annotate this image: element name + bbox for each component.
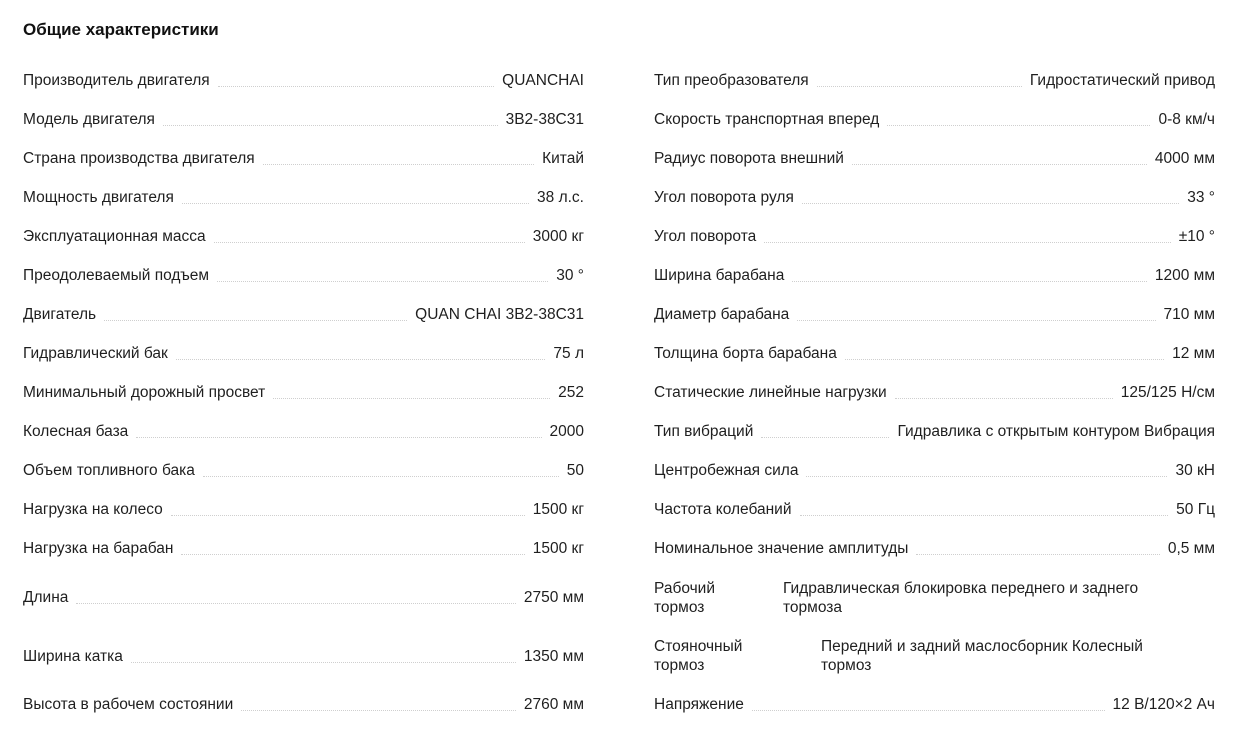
dotted-leader [792, 281, 1147, 282]
dotted-leader [800, 515, 1169, 516]
dotted-leader [203, 476, 559, 477]
spec-label: Тип преобразователя [654, 72, 809, 89]
spec-value: 4000 мм [1154, 150, 1215, 167]
spec-label: Мощность двигателя [23, 189, 174, 206]
spec-row-engine-manufacturer [23, 61, 584, 100]
dotted-leader [817, 86, 1022, 87]
dotted-leader [273, 398, 550, 399]
dotted-leader [214, 242, 525, 243]
spec-label: Напряжение [654, 695, 744, 713]
dotted-leader [136, 437, 541, 438]
dotted-leader [845, 359, 1164, 360]
spec-label: Номинальное значение амплитуды [654, 540, 909, 557]
spec-row-drum-shell-thickness [654, 334, 1215, 373]
dotted-leader [895, 398, 1113, 399]
spec-row-wheel-load [23, 490, 584, 529]
spec-value: 1350 мм [523, 647, 584, 665]
spec-row-parking-brake [654, 627, 1215, 685]
spec-row-ground-clearance [23, 373, 584, 412]
spec-label: Диаметр барабана [654, 306, 790, 323]
spec-row-converter-type [654, 61, 1215, 100]
dotted-leader [887, 125, 1150, 126]
spec-value: 0-8 км/ч [1158, 111, 1215, 128]
spec-label: Угол поворота руля [654, 189, 794, 206]
dotted-leader [217, 281, 548, 282]
spec-row-vibration-type [654, 412, 1215, 451]
spec-row-engine [23, 295, 584, 334]
spec-value: 252 [558, 384, 584, 401]
spec-row-fuel-tank [23, 451, 584, 490]
spec-label: Нагрузка на колесо [23, 501, 163, 518]
spec-value: 1500 кг [532, 501, 584, 518]
spec-row-centrifugal-force [654, 451, 1215, 490]
dotted-leader [163, 125, 498, 126]
spec-row-oscillation-angle [654, 217, 1215, 256]
spec-row-engine-power [23, 178, 584, 217]
dotted-leader [182, 203, 529, 204]
spec-label: Колесная база [23, 423, 129, 440]
spec-value: 50 [566, 462, 584, 479]
spec-row-drum-width [654, 256, 1215, 295]
spec-row-frequency [654, 490, 1215, 529]
spec-label: Минимальный дорожный просвет [23, 384, 266, 401]
spec-row-travel-speed [654, 100, 1215, 139]
dotted-leader [761, 437, 889, 438]
dotted-leader [797, 320, 1155, 321]
spec-value: 2750 мм [523, 589, 584, 606]
spec-value: 1500 кг [532, 540, 584, 557]
spec-value: Гидравлика с открытым контуром Вибрация [897, 423, 1215, 440]
spec-label: Ширина барабана [654, 267, 785, 284]
spec-row-steering-angle [654, 178, 1215, 217]
spec-label: Производитель двигателя [23, 72, 210, 89]
spec-value: 38 л.с. [537, 189, 584, 206]
spec-label: Двигатель [23, 306, 97, 323]
spec-row-drum-diameter [654, 295, 1215, 334]
spec-value: 50 Гц [1176, 501, 1215, 518]
spec-row-engine-model [23, 100, 584, 139]
spec-row-voltage [654, 685, 1215, 723]
spec-value: 30 кН [1175, 462, 1215, 479]
spec-label: Длина [23, 589, 69, 606]
spec-value: 710 мм [1163, 306, 1215, 323]
dotted-leader [764, 242, 1171, 243]
dotted-leader [181, 554, 524, 555]
dotted-leader [802, 203, 1179, 204]
spec-row-roller-width [23, 627, 584, 685]
dotted-leader [752, 710, 1105, 711]
spec-value: 3B2-38C31 [505, 111, 584, 128]
spec-label: Преодолеваемый подъем [23, 267, 210, 284]
spec-label: Угол поворота [654, 228, 757, 245]
spec-row-length [23, 568, 584, 627]
spec-label: Частота колебаний [654, 501, 792, 518]
spec-row-hydraulic-tank [23, 334, 584, 373]
spec-value: 3000 кг [532, 228, 584, 245]
spec-row-working-height [23, 685, 584, 723]
section-title: Общие характеристики [23, 20, 219, 39]
dotted-leader [104, 320, 407, 321]
spec-value: 12 В/120×2 Ач [1112, 695, 1215, 713]
spec-value: Китай [542, 150, 584, 167]
spec-label: Толщина борта барабана [654, 345, 837, 362]
spec-value: Гидростатический привод [1029, 72, 1215, 89]
spec-value: 12 мм [1172, 345, 1215, 362]
spec-value: QUANCHAI [502, 72, 584, 89]
dotted-leader [806, 476, 1167, 477]
spec-label: Стояночный тормоз [654, 638, 743, 674]
spec-value: Передний и задний маслосборник Колесный тормоз [821, 638, 1143, 674]
spec-value: 2760 мм [523, 695, 584, 713]
spec-label: Страна производства двигателя [23, 150, 255, 167]
spec-value: 30 ° [556, 267, 584, 284]
spec-row-nominal-amplitude [654, 529, 1215, 568]
spec-row-gradeability [23, 256, 584, 295]
spec-row-service-brake [654, 568, 1215, 627]
dotted-leader [131, 662, 516, 663]
spec-value: QUAN CHAI 3B2-38C31 [415, 306, 584, 323]
dotted-leader [171, 515, 525, 516]
spec-value: Гидравлическая блокировка переднего и заднего тормоза [783, 579, 1139, 616]
spec-label: Ширина катка [23, 647, 123, 665]
spec-value: 0,5 мм [1167, 540, 1215, 557]
spec-value: 75 л [553, 345, 584, 362]
spec-value: 125/125 Н/см [1120, 384, 1215, 401]
spec-label: Рабочий тормоз [654, 579, 715, 616]
spec-row-engine-country [23, 139, 584, 178]
spec-label: Нагрузка на барабан [23, 540, 174, 557]
spec-label: Статические линейные нагрузки [654, 384, 887, 401]
spec-label: Радиус поворота внешний [654, 150, 844, 167]
spec-value: 1200 мм [1154, 267, 1215, 284]
spec-value: 2000 [549, 423, 584, 440]
spec-label: Объем топливного бака [23, 462, 195, 479]
spec-label: Тип вибраций [654, 423, 754, 440]
spec-row-wheelbase [23, 412, 584, 451]
specs-column-left [23, 61, 584, 723]
spec-label: Модель двигателя [23, 111, 155, 128]
dotted-leader [176, 359, 546, 360]
spec-row-operating-weight [23, 217, 584, 256]
spec-label: Скорость транспортная вперед [654, 111, 880, 128]
spec-row-static-linear-load [654, 373, 1215, 412]
spec-value: ±10 ° [1178, 228, 1215, 245]
dotted-leader [916, 554, 1159, 555]
dotted-leader [263, 164, 534, 165]
spec-label: Центробежная сила [654, 462, 799, 479]
dotted-leader [241, 710, 516, 711]
specs-column-right [654, 61, 1215, 723]
spec-label: Гидравлический бак [23, 345, 168, 362]
spec-row-turning-radius [654, 139, 1215, 178]
spec-label: Эксплуатационная масса [23, 228, 206, 245]
dotted-leader [852, 164, 1147, 165]
spec-label: Высота в рабочем состоянии [23, 695, 234, 713]
spec-row-drum-load [23, 529, 584, 568]
dotted-leader [218, 86, 495, 87]
spec-value: 33 ° [1187, 189, 1215, 206]
dotted-leader [76, 603, 516, 604]
